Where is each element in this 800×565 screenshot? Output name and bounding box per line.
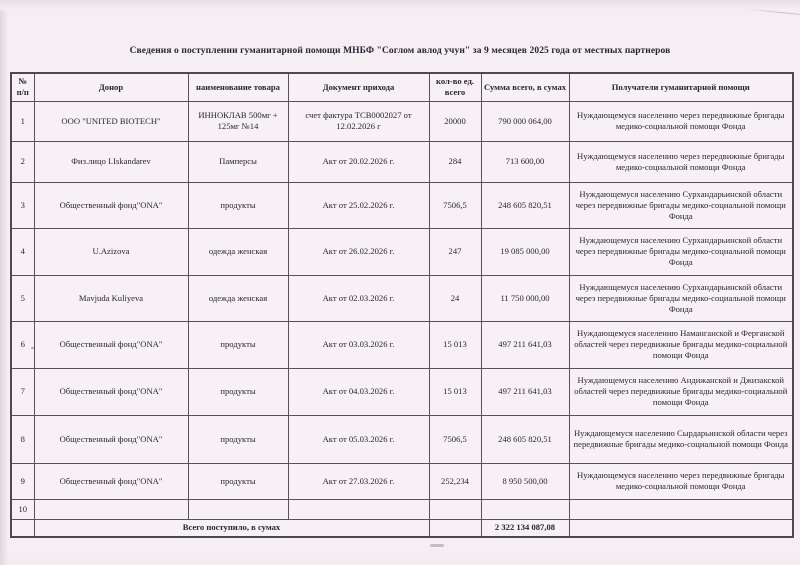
total-sum: 2 322 134 087,08 bbox=[481, 519, 569, 537]
humanitarian-aid-table bbox=[10, 72, 794, 538]
cell-donor: Общественный фонд"ONA" bbox=[34, 321, 188, 368]
header-recipient: Получатели гуманитарной помощи bbox=[569, 73, 793, 101]
cell-doc: Акт от 26.02.2026 г. bbox=[288, 228, 429, 275]
cell-doc bbox=[288, 499, 429, 519]
cell-num: 1 bbox=[11, 101, 34, 141]
cell-recipient: Нуждающемуся населению Сурхандарьинской области через передвижные бригады медико-социальной помощи Фонда bbox=[569, 275, 793, 321]
cell-recipient: Нуждающемуся населению через передвижные бригады медико-социальной помощи Фонда bbox=[569, 101, 793, 141]
cell-doc: Акт от 04.03.2026 г. bbox=[288, 368, 429, 415]
header-item: наименование товара bbox=[188, 73, 288, 101]
cell-qty: 15 013 bbox=[429, 321, 481, 368]
table-row bbox=[11, 368, 793, 415]
table-total-row bbox=[11, 519, 793, 537]
table-row bbox=[11, 275, 793, 321]
table-row bbox=[11, 228, 793, 275]
cell-item bbox=[188, 499, 288, 519]
cell-doc: Акт от 27.03.2026 г. bbox=[288, 463, 429, 499]
cell-sum: 248 605 820,51 bbox=[481, 415, 569, 463]
cell-sum: 790 000 064,00 bbox=[481, 101, 569, 141]
cell-num: 8 bbox=[11, 415, 34, 463]
cell-num: 6 bbox=[11, 321, 34, 368]
cell-sum: 497 211 641,03 bbox=[481, 368, 569, 415]
cell-qty: 247 bbox=[429, 228, 481, 275]
total-qty-cell bbox=[429, 519, 481, 537]
cell-num: 10 bbox=[11, 499, 34, 519]
scan-smudge-artifact bbox=[430, 544, 444, 547]
cell-recipient: Нуждающемуся населению Сурхандарьинской области через передвижные бригады медико-социальной помощи Фонда bbox=[569, 182, 793, 228]
table-header-row bbox=[11, 73, 793, 101]
cell-doc: Акт от 05.03.2026 г. bbox=[288, 415, 429, 463]
cell-donor: U.Azizova bbox=[34, 228, 188, 275]
cell-item: продукты bbox=[188, 321, 288, 368]
cell-qty: 284 bbox=[429, 141, 481, 182]
table-row bbox=[11, 141, 793, 182]
table-row bbox=[11, 101, 793, 141]
cell-qty: 252,234 bbox=[429, 463, 481, 499]
cell-item: ИННОКЛАВ 500мг + 125мг №14 bbox=[188, 101, 288, 141]
cell-num: 9 bbox=[11, 463, 34, 499]
table-row bbox=[11, 182, 793, 228]
cell-doc: Акт от 20.02.2026 г. bbox=[288, 141, 429, 182]
cell-qty bbox=[429, 499, 481, 519]
header-sum: Сумма всего, в сумах bbox=[481, 73, 569, 101]
cell-qty: 20000 bbox=[429, 101, 481, 141]
document-title: Сведения о поступлении гуманитарной помощи МНБФ "Соглом авлод учун" за 9 месяцев 2025 года от местных партнеров bbox=[129, 46, 671, 56]
cell-donor: ООО "UNITED BIOTECH" bbox=[34, 101, 188, 141]
cell-recipient: Нуждающемуся населению Андижанской и Джизакской областей через передвижные бригады медико-социальной помощи Фонда bbox=[569, 368, 793, 415]
table-row bbox=[11, 463, 793, 499]
cell-sum: 713 600,00 bbox=[481, 141, 569, 182]
cell-item: одежда женская bbox=[188, 228, 288, 275]
cell-num: 5 bbox=[11, 275, 34, 321]
header-qty: кол-во ед. всего bbox=[429, 73, 481, 101]
table-row bbox=[11, 415, 793, 463]
cell-donor: Физ.лицо I.Iskandarev bbox=[34, 141, 188, 182]
cell-donor: Общественный фонд"ONA" bbox=[34, 182, 188, 228]
table-row bbox=[11, 321, 793, 368]
cell-num: 2 bbox=[11, 141, 34, 182]
cell-item: продукты bbox=[188, 463, 288, 499]
cell-item: продукты bbox=[188, 415, 288, 463]
cell-doc: Акт от 25.02.2026 г. bbox=[288, 182, 429, 228]
cell-sum: 19 085 000,00 bbox=[481, 228, 569, 275]
cell-sum: 11 750 000,00 bbox=[481, 275, 569, 321]
cell-recipient: Нуждающемуся населению Сурхандарьинской области через передвижные бригады медико-социальной помощи Фонда bbox=[569, 228, 793, 275]
cell-item: продукты bbox=[188, 182, 288, 228]
cell-recipient bbox=[569, 499, 793, 519]
cell-donor: Общественный фонд"ONA" bbox=[34, 415, 188, 463]
total-recipient-cell bbox=[569, 519, 793, 537]
total-label: Всего поступило, в сумах bbox=[34, 519, 429, 537]
cell-doc: Акт от 02.03.2026 г. bbox=[288, 275, 429, 321]
cell-item: Памперсы bbox=[188, 141, 288, 182]
cell-item: одежда женская bbox=[188, 275, 288, 321]
cell-recipient: Нуждающемуся населению через передвижные бригады медико-социальной помощи Фонда bbox=[569, 141, 793, 182]
cell-doc: Акт от 03.03.2026 г. bbox=[288, 321, 429, 368]
cell-sum: 497 211 641,03 bbox=[481, 321, 569, 368]
scan-crease-artifact bbox=[679, 1, 800, 32]
header-num: № п/п bbox=[11, 73, 34, 101]
cell-sum: 8 950 500,00 bbox=[481, 463, 569, 499]
cell-donor bbox=[34, 499, 188, 519]
cell-donor: Mavjuda Kuliyeva bbox=[34, 275, 188, 321]
cell-num: 4 bbox=[11, 228, 34, 275]
cell-num: 3 bbox=[11, 182, 34, 228]
cell-donor: Общественный фонд"ONA" bbox=[34, 368, 188, 415]
cell-sum bbox=[481, 499, 569, 519]
cell-recipient: Нуждающемуся населению Наманганской и Ферганской областей через передвижные бригады медико-социальной помощи Фонда bbox=[569, 321, 793, 368]
cell-qty: 24 bbox=[429, 275, 481, 321]
cell-sum: 248 605 820,51 bbox=[481, 182, 569, 228]
cell-num: 7 bbox=[11, 368, 34, 415]
table-row bbox=[11, 499, 793, 519]
cell-qty: 7506,5 bbox=[429, 182, 481, 228]
cell-doc: счет фактура ТСВ0002027 от 12.02.2026 г bbox=[288, 101, 429, 141]
total-num-cell bbox=[11, 519, 34, 537]
cell-qty: 7506,5 bbox=[429, 415, 481, 463]
header-donor: Донор bbox=[34, 73, 188, 101]
cell-recipient: Нуждающемуся населению Сырдарьинской области через передвижные бригады медико-социальной помощи Фонда bbox=[569, 415, 793, 463]
cell-qty: 15 013 bbox=[429, 368, 481, 415]
cell-item: продукты bbox=[188, 368, 288, 415]
cell-recipient: Нуждающемуся населению через передвижные бригады медико-социальной помощи Фонда bbox=[569, 463, 793, 499]
cell-donor: Общественный фонд"ONA" bbox=[34, 463, 188, 499]
header-doc: Документ прихода bbox=[288, 73, 429, 101]
